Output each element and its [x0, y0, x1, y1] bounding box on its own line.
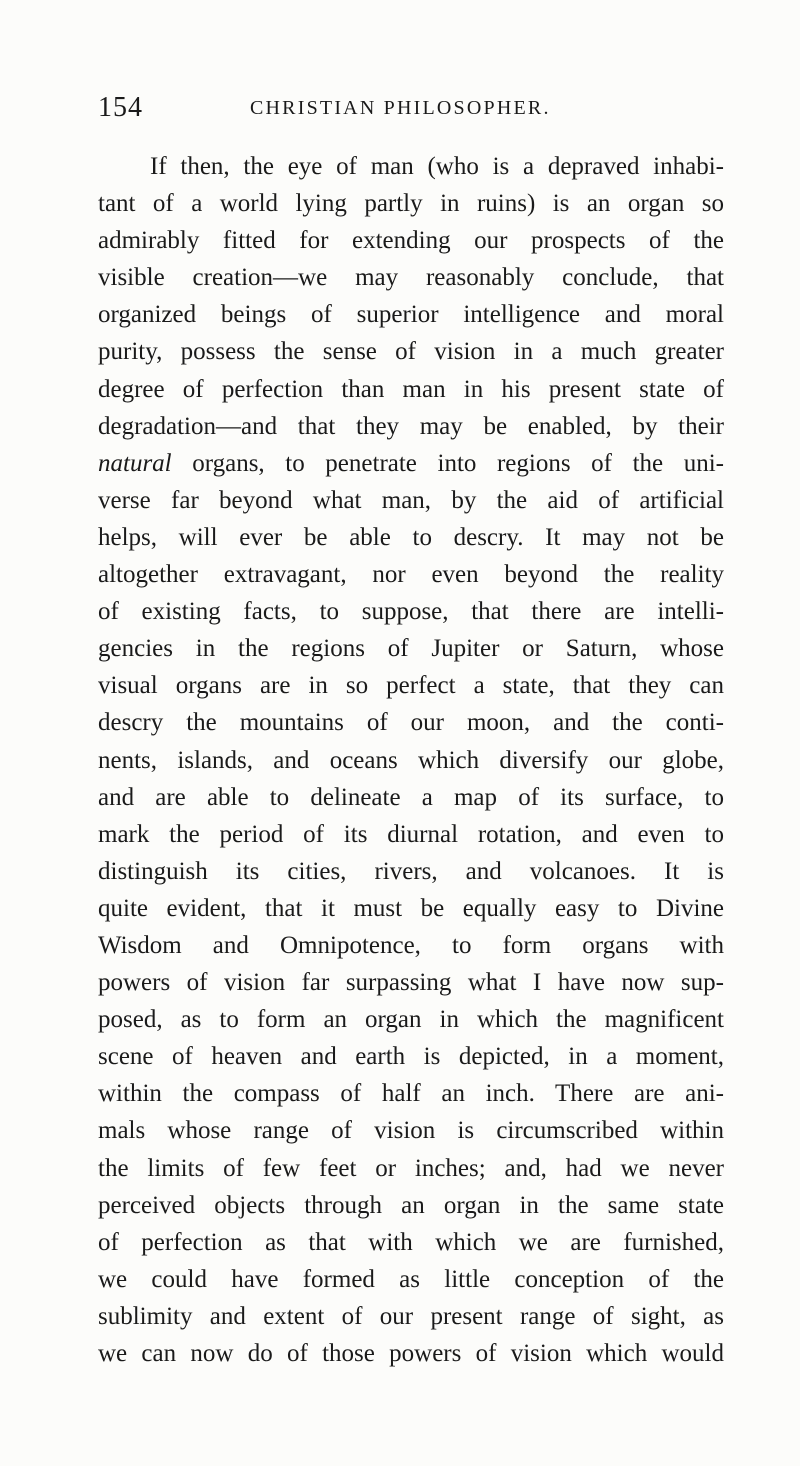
text-line: perceived objects through an organ in the same state [98, 1191, 724, 1219]
text-line: organized beings of superior intelligence and moral [98, 301, 724, 329]
text-line: distinguish its cities, rivers, and volcanoes. It is [98, 857, 724, 885]
text-line: mark the period of its diurnal rotation, and even to [98, 820, 724, 848]
text-line-rest: organs, to penetrate into regions of the uni- [171, 449, 724, 477]
text-line: powers of vision far surpassing what I have now sup- [98, 969, 724, 997]
text-line: mals whose range of vision is circumscribed within [98, 1117, 724, 1145]
text-line: within the compass of half an inch. There are ani- [98, 1080, 724, 1108]
text-line: scene of heaven and earth is depicted, in a moment, [98, 1043, 724, 1071]
text-line: we can now do of those powers of vision which would [98, 1340, 724, 1367]
text-line: helps, will ever be able to descry. It may not be [98, 523, 724, 551]
body-paragraph [98, 148, 724, 1372]
text-line: degradation—and that they may be enabled, by their [98, 412, 724, 440]
text-line: quite evident, that it must be equally easy to Divine [98, 894, 724, 922]
text-line: verse far beyond what man, by the aid of artificial [98, 486, 724, 514]
italic-word: natural [98, 449, 172, 477]
text-line: posed, as to form an organ in which the magnificent [98, 1006, 724, 1034]
running-head [98, 92, 698, 132]
text-line: nents, islands, and oceans which diversify our globe, [98, 746, 724, 774]
text-line: visual organs are in so perfect a state, that they can [98, 672, 724, 700]
page-number: 154 [98, 92, 143, 123]
text-line: descry the mountains of our moon, and the conti- [98, 709, 724, 737]
text-line: tant of a world lying partly in ruins) is an organ so [98, 190, 724, 218]
text-line: If then, the eye of man (who is a depraved inhabi- [150, 153, 724, 180]
text-line-with-italic [98, 445, 724, 482]
text-line: purity, possess the sense of vision in a much greater [98, 338, 724, 366]
text-line: visible creation—we may reasonably conclude, that [98, 264, 724, 292]
text-line: altogether extravagant, nor even beyond the reality [98, 561, 724, 589]
text-line: we could have formed as little conception of the [98, 1265, 724, 1293]
text-line: gencies in the regions of Jupiter or Saturn, whose [98, 635, 724, 663]
text-line: admirably fitted for extending our prospects of the [98, 227, 724, 255]
text-line: Wisdom and Omnipotence, to form organs with [98, 931, 724, 959]
text-line: of existing facts, to suppose, that there are intelli- [98, 598, 724, 626]
text-line: degree of perfection than man in his present state of [98, 375, 724, 403]
text-line: of perfection as that with which we are furnished, [98, 1228, 724, 1256]
text-line: sublimity and extent of our present range of sight, as [98, 1302, 724, 1330]
text-line: and are able to delineate a map of its surface, to [98, 783, 724, 811]
running-title: CHRISTIAN PHILOSOPHER. [250, 97, 551, 119]
text-line: the limits of few feet or inches; and, had we never [98, 1154, 724, 1182]
